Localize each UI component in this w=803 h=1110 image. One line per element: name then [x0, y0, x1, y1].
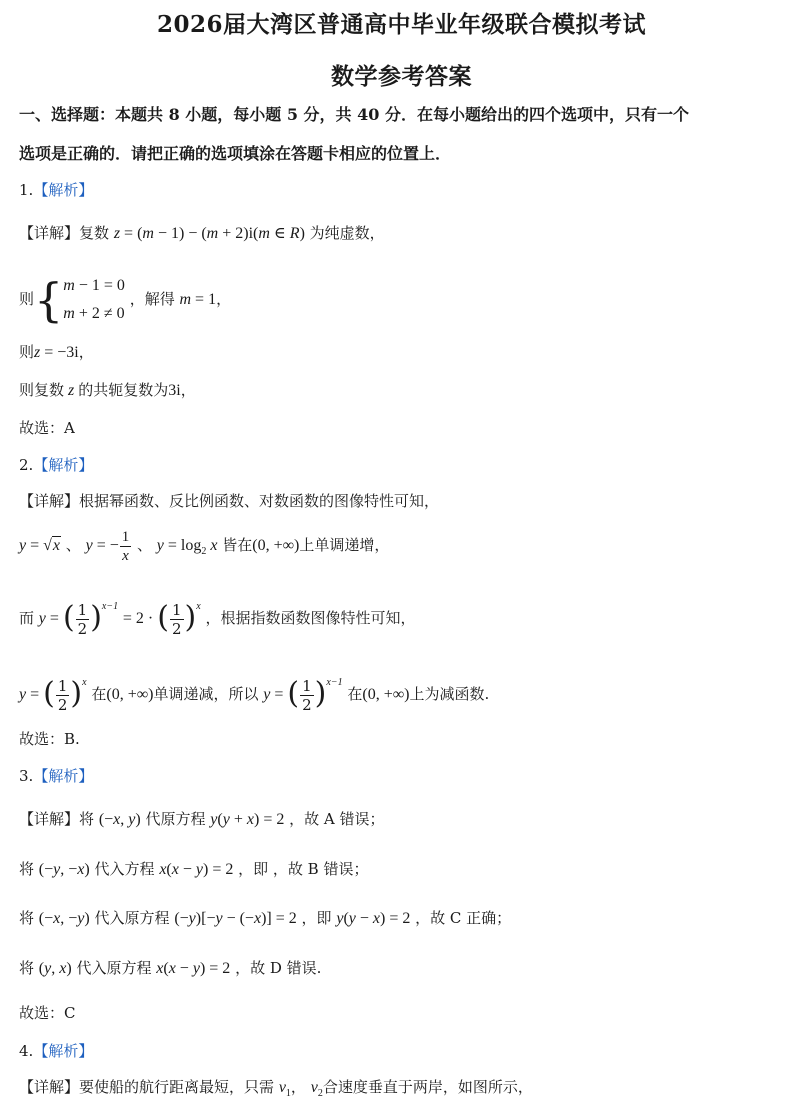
q3-line2: 将 (−y, −x) 代入方程 x(x − y) = 2 ，即 ，故 B 错误；: [19, 860, 369, 878]
analysis-tag: 【解析】: [33, 767, 94, 785]
q2-line1: 【详解】根据幂函数、反比例函数、对数函数的图像特性可知，: [19, 492, 440, 510]
q1-line4: 则复数 z 的共轭复数为3i，: [19, 381, 196, 399]
detail-tag: 【详解】: [19, 810, 80, 828]
q2-line4: y = ( $\frac{1}{2}$ )$^x$ 在(0, +∞)单调递减，所以 y = ( $\frac{1}{2}$ )$^{x-1}$ 在(0, +∞)上为减函数.: [19, 676, 490, 714]
q3-header: [19, 765, 93, 787]
analysis-tag: 【解析】: [33, 181, 94, 199]
q4-number: 4.: [19, 1042, 34, 1060]
q3-line4: 将 (y, x) 代入原方程 x(x − y) = 2 ，故 D 错误.: [19, 959, 322, 977]
q1-header: [19, 179, 93, 201]
q1-number: 1.: [19, 181, 34, 199]
q2-line2: y = √x 、 y = − $\frac{1}{x}$ 、 $y = \log_2 x$ 皆在(0, +∞)上单调递增，: [19, 528, 390, 564]
q3-line1: 【详解】将 (−x, y) 代原方程 y(y + x) = 2 ，故 A 错误；: [19, 810, 385, 828]
detail-tag: 【详解】: [19, 492, 80, 510]
math-expression: m = 1: [179, 291, 217, 308]
q1-line2: 则{ m − 1 = 0 m + 2 ≠ 0 ，解得 m = 1，: [19, 273, 232, 327]
q1-line1: 【详解】复数 z = (m − 1) − (m + 2)i(m ∈ R) 为纯虚数，: [19, 224, 385, 242]
math-expression: z = (m − 1) − (m + 2)i(m ∈ R): [113, 225, 305, 242]
section-heading-line2: 选项是正确的．请把正确的选项填涂在答题卡相应的位置上．: [19, 144, 452, 163]
q3-answer: 故选：C: [19, 1004, 76, 1022]
analysis-tag: 【解析】: [33, 456, 94, 474]
section-heading-line1: 一、选择题：本题共 8 小题，每小题 5 分，共 40 分．在每小题给出的四个选项中，只有一个: [19, 105, 689, 124]
q4-line1: 【详解】要使船的航行距离最短，只需 $v_1$， $v_2$合速度垂直于两岸，如图所示，: [19, 1078, 533, 1099]
q2-header: [19, 454, 93, 476]
q3-number: 3.: [19, 767, 34, 785]
q1-line3: 则z = −3i，: [19, 343, 94, 361]
document-title: 2026届大湾区普通高中毕业年级联合模拟考试: [156, 11, 646, 38]
detail-tag: 【详解】: [19, 224, 80, 242]
equation-system: m − 1 = 0 m + 2 ≠ 0: [63, 277, 125, 322]
q3-line3: 将 (−x, −y) 代入原方程 (−y)[−y − (−x)] = 2 ，即 y(y − x) = 2 ，故 C 正确；: [19, 909, 512, 927]
q2-number: 2.: [19, 456, 34, 474]
analysis-tag: 【解析】: [33, 1042, 94, 1060]
detail-tag: 【详解】: [19, 1078, 80, 1096]
document-subtitle: 数学参考答案: [331, 63, 472, 90]
q2-line3: 而 y = ( $\frac{1}{2}$ )$^{x-1}$ = 2 · ( $\frac{1}{2}$ )$^x$ ，根据指数函数图像特性可知，: [19, 600, 416, 638]
q4-header: [19, 1040, 93, 1062]
q1-answer: 故选：A: [19, 419, 75, 437]
q2-answer: 故选：B.: [19, 730, 80, 748]
